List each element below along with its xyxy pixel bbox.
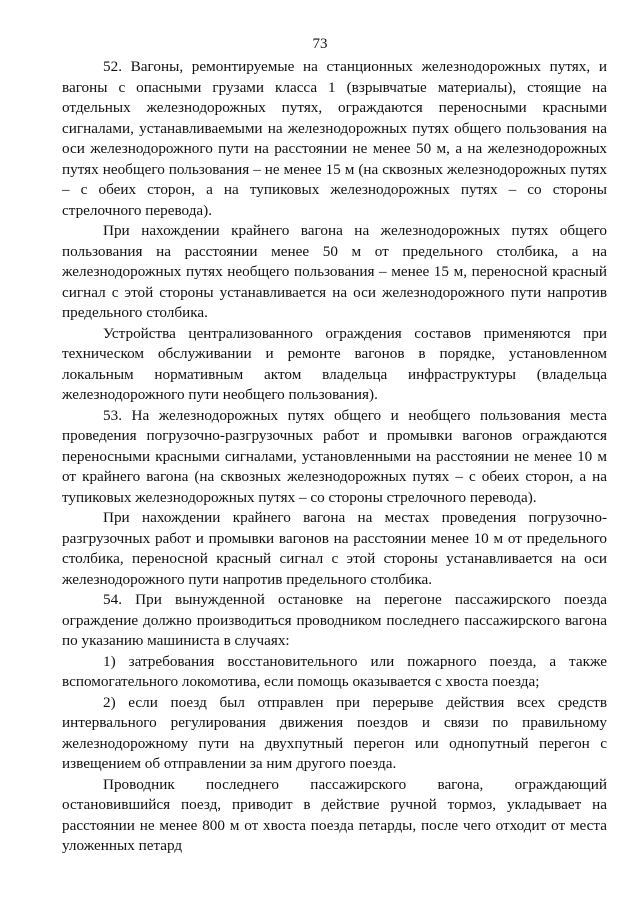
- page-number: 73: [312, 36, 328, 52]
- list-item-1: 1) затребования восстановительного или пожарного поезда, а также вспомогательного локомотива, если помощь оказывается с хвоста поезда;: [62, 652, 607, 690]
- document-body: [62, 57, 607, 857]
- list-item-2: 2) если поезд был отправлен при перерыве действия всех средств интервального регулирования движения поездов и связи по правильному железнодорожному пути на двухпутный перегон или однопутный перегон с извещением об отправлении за ним другого поезда.: [62, 693, 607, 772]
- paragraph-54-conductor: Проводник последнего пассажирского вагона, ограждающий остановившийся поезд, приводит в действие ручной тормоз, укладывает на расстоянии не менее 800 м от хвоста поезда петарды, после чего отходит от места уложенных петард: [62, 775, 607, 854]
- paragraph-52-extreme-wagon: При нахождении крайнего вагона на железнодорожных путях общего пользования на расстоянии менее 50 м от предельного столбика, а на железнодорожных путях необщего пользования – менее 15 м, переносной красный сигнал с этой стороны устанавливается на оси железнодорожного пути напротив предельного столбика.: [62, 222, 607, 321]
- paragraph-52: 52. Вагоны, ремонтируемые на станционных железнодорожных путях, и вагоны с опасными грузами класса 1 (взрывчатые материалы), стоящие на отдельных железнодорожных путях, ограждаются переносными красными сигналами, устанавливаемыми на железнодорожных путях общего пользования на оси железнодорожного пути на расстоянии не менее 50 м, а на железнодорожных путях необщего пользования – не менее 15 м (на сквозных железнодорожных путях – с обеих сторон, а на тупиковых железнодорожных путях – со стороны стрелочного перевода).: [62, 58, 607, 219]
- paragraph-53-extreme-wagon: При нахождении крайнего вагона на местах проведения погрузочно-разгрузочных работ и промывки вагонов на расстоянии менее 10 м от предельного столбика, переносной красный сигнал с этой стороны устанавливается на оси железнодорожного пути напротив предельного столбика.: [62, 509, 607, 588]
- paragraph-53: 53. На железнодорожных путях общего и необщего пользования места проведения погрузочно-разгрузочных работ и промывки вагонов ограждаются переносными красными сигналами, установленными на расстоянии не менее 10 м от крайнего вагона (на сквозных железнодорожных путях – с обеих сторон, а на тупиковых железнодорожных путях – со стороны стрелочного перевода).: [62, 406, 607, 506]
- paragraph-54: 54. При вынужденной остановке на перегоне пассажирского поезда ограждение должно производиться проводником последнего пассажирского вагона по указанию машиниста в случаях:: [62, 591, 607, 649]
- paragraph-52-central-fencing: Устройства централизованного ограждения составов применяются при техническом обслуживании и ремонте вагонов в порядке, установленном локальным нормативным актом владельца инфраструктуры (владельца железнодорожного пути необщего пользования).: [62, 324, 607, 403]
